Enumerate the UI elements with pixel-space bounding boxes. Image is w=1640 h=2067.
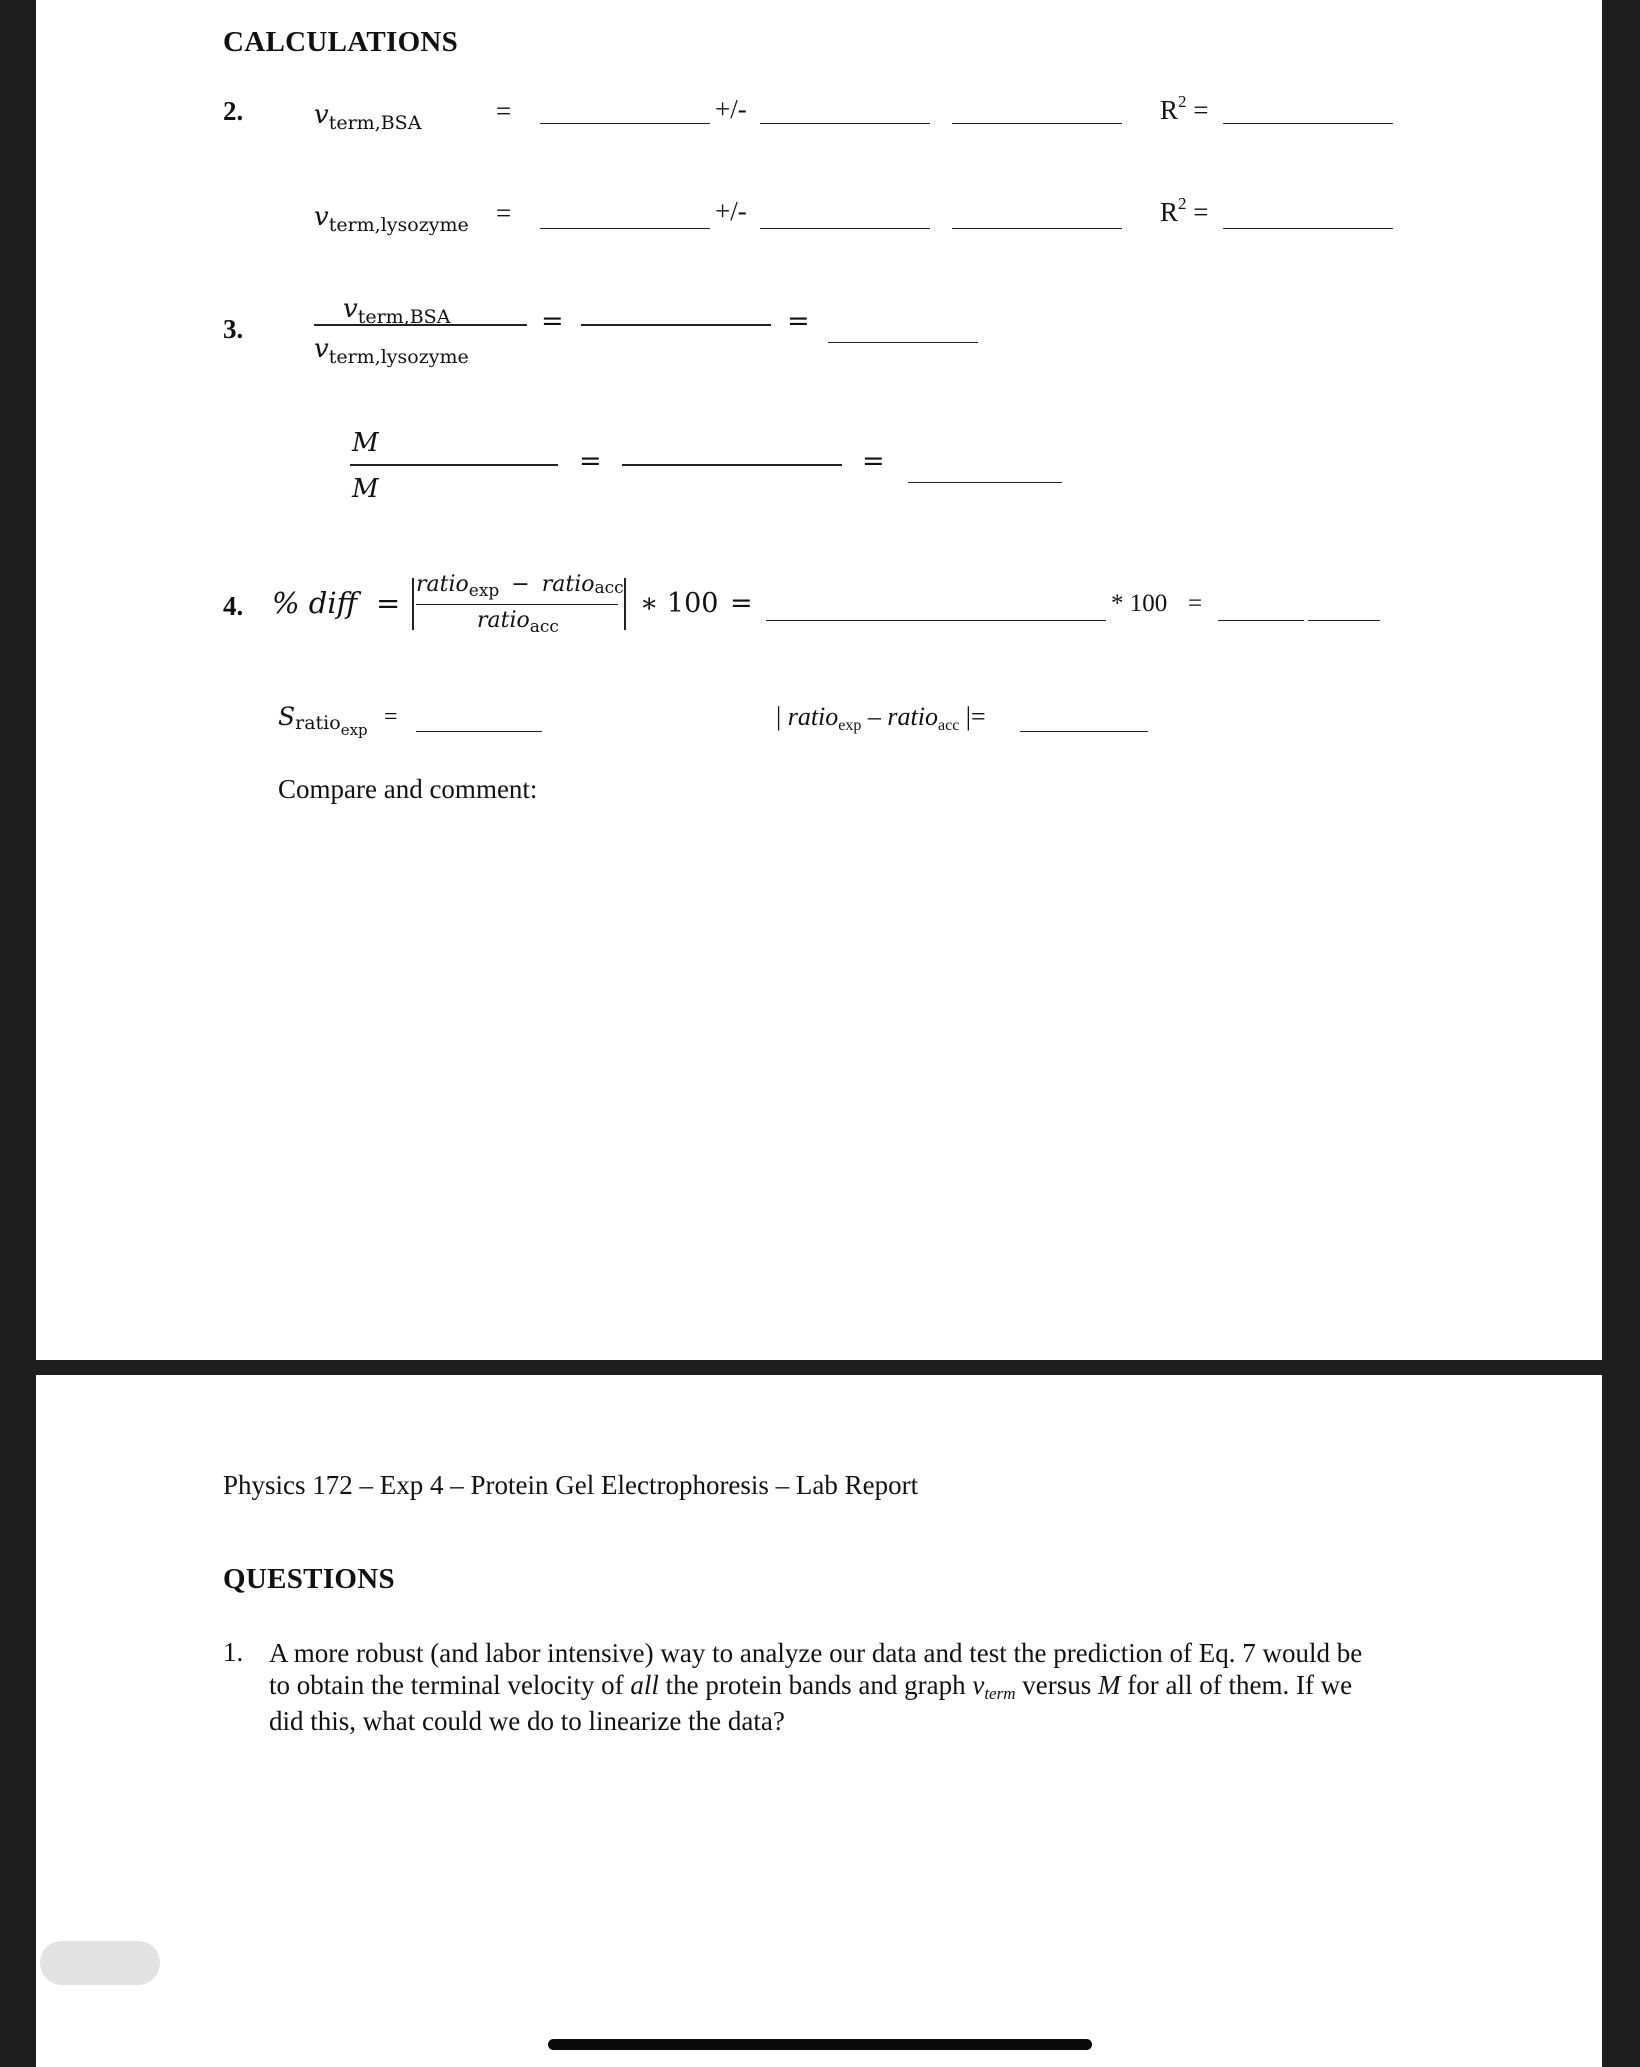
percent-diff-result-blank[interactable] xyxy=(1218,620,1304,621)
percent-diff-calc-blank[interactable] xyxy=(766,620,1106,621)
equals-sign: = xyxy=(496,96,512,126)
worksheet-page-calculations xyxy=(36,0,1602,1360)
plus-minus-label: +/- xyxy=(715,94,747,124)
mass-denominator: M xyxy=(352,474,379,504)
equals-sign: = xyxy=(541,306,564,337)
v-lysozyme-uncertainty-blank[interactable] xyxy=(760,228,930,229)
compare-and-comment-label: Compare and comment: xyxy=(278,774,538,804)
v-term-bsa-label: vterm,BSA xyxy=(314,100,422,134)
equals-sign: = xyxy=(862,446,885,477)
questions-heading: QUESTIONS xyxy=(223,1563,395,1595)
v-bsa-value-blank[interactable] xyxy=(540,123,710,124)
compare-and-comment-answer-area[interactable] xyxy=(278,820,1438,1320)
s-ratio-exp-label: Sratioexp xyxy=(278,702,368,739)
absolute-value-bar-left xyxy=(412,578,414,630)
percent-diff-fraction-bar xyxy=(416,604,618,605)
mass-calc-blank[interactable] xyxy=(622,464,842,466)
abs-ratio-difference-blank[interactable] xyxy=(1020,731,1148,732)
ratio-result-blank[interactable] xyxy=(828,342,978,343)
s-ratio-exp-blank[interactable] xyxy=(416,731,542,732)
worksheet-page-questions xyxy=(36,1375,1602,2067)
question-4-number: 4. xyxy=(223,591,244,621)
times-100-label: * 100 xyxy=(1111,590,1168,617)
plus-minus-label: +/- xyxy=(715,196,747,226)
ratio-fraction-bar xyxy=(314,324,527,326)
r-squared-bsa-blank[interactable] xyxy=(1223,123,1393,124)
mass-result-blank[interactable] xyxy=(908,482,1062,483)
equals-sign: = xyxy=(496,198,512,228)
v-term-lysozyme-label: vterm,lysozyme xyxy=(314,202,469,236)
equals-sign: = xyxy=(579,446,602,477)
v-bsa-uncertainty-blank[interactable] xyxy=(760,123,930,124)
question-1-text xyxy=(269,1637,1362,1737)
percent-diff-label: % diff xyxy=(272,586,358,620)
v-lysozyme-extra-blank[interactable] xyxy=(952,228,1122,229)
question-1-line-1: A more robust (and labor intensive) way to analyze our data and test the prediction of Eq. 7 would be xyxy=(269,1638,1363,1668)
r-squared-label: $R^2$ = xyxy=(1160,194,1209,227)
mass-numerator: M xyxy=(352,428,379,458)
page-header: Physics 172 – Exp 4 – Protein Gel Electrophoresis – Lab Report xyxy=(223,1470,919,1500)
mass-fraction-bar xyxy=(350,464,558,466)
percent-diff-unit-blank[interactable] xyxy=(1308,620,1380,621)
equals-sign: = xyxy=(384,704,398,730)
absolute-value-bar-right xyxy=(624,578,626,630)
equals-sign: = xyxy=(376,586,401,620)
question-1-line-2: to obtain the terminal velocity of all the protein bands and graph vterm versus M for all of them. If we xyxy=(269,1670,1353,1703)
equals-sign: = xyxy=(1188,590,1203,617)
percent-diff-denominator: ratioacc xyxy=(477,608,559,637)
v-bsa-extra-blank[interactable] xyxy=(952,123,1122,124)
question-1-line-3: did this, what could we do to linearize the data? xyxy=(269,1706,785,1736)
percent-diff-numerator: ratioexp − ratioacc xyxy=(416,572,624,601)
question-1-number: 1. xyxy=(223,1637,244,1667)
calculations-heading: CALCULATIONS xyxy=(223,26,459,58)
ratio-numerator: vterm,BSA xyxy=(343,294,451,328)
equals-sign: = xyxy=(730,588,753,619)
r-squared-lysozyme-blank[interactable] xyxy=(1223,228,1393,229)
equals-sign: = xyxy=(787,306,810,337)
times-100-label: ∗ 100 xyxy=(640,588,719,619)
home-indicator-bar[interactable] xyxy=(548,2039,1092,2050)
ratio-calc-blank[interactable] xyxy=(581,324,771,326)
scroll-thumb[interactable] xyxy=(40,1941,160,1985)
abs-ratio-difference-label: | ratioexp – ratioacc |= xyxy=(776,702,986,734)
question-2-number: 2. xyxy=(223,96,244,126)
ratio-denominator: vterm,lysozyme xyxy=(314,334,469,368)
r-squared-label: $R^2$ = xyxy=(1160,92,1209,125)
v-lysozyme-value-blank[interactable] xyxy=(540,228,710,229)
question-3-number: 3. xyxy=(223,314,244,344)
